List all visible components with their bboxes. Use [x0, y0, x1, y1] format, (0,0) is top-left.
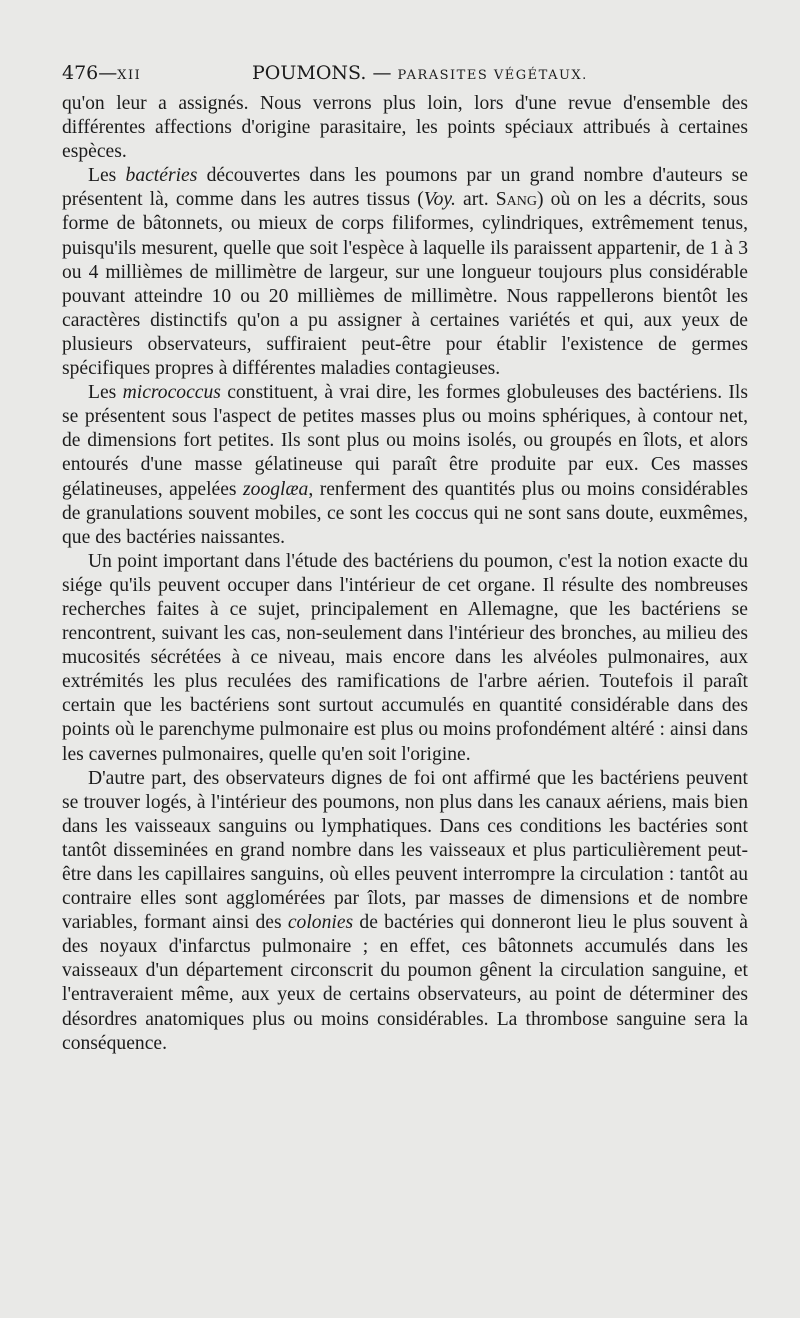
paragraph	[62, 550, 748, 767]
running-subtitle: PARASITES VÉGÉTAUX.	[397, 68, 588, 83]
running-head	[62, 58, 748, 88]
text-run: constituent, à vrai dire, les formes globuleuses des bactériens. Ils se présentent sous l'aspect de petites masses plus ou moins sphériques, à contour net, de dimensions fort petites. Ils sont plus ou moins isolés, ou groupés en îlots, et alors entourés d'une masse gélatineuse qui paraît être produite par eux. Ces masses gélatineuses, appelées	[62, 382, 748, 500]
italic-term: colonies	[287, 912, 354, 934]
paragraph	[62, 381, 748, 550]
running-title: POUMONS. — PARASITES VÉGÉTAUX.	[252, 62, 588, 84]
italic-term: micrococcus	[122, 382, 221, 404]
paragraph	[62, 164, 748, 381]
title-separator: —	[366, 62, 398, 84]
text-run: découvertes dans les poumons par un grand nombre d'auteurs se présentent là, comme dans les autres tissus (	[62, 165, 748, 211]
small-caps-term: Sang	[495, 189, 537, 211]
italic-term: Voy.	[423, 189, 456, 211]
text-run: Un point important dans l'étude des bactériens du poumon, c'est la notion exacte du siége qu'ils peuvent occuper dans l'intérieur de cet organe. Il résulte des nombreuses recherches faites à ce sujet, principalement en Allemagne, que les bactériens se rencontrent, suivant les cas, non-seulement dans l'intérieur des bronches, au milieu des mucosités sécrétées à ce niveau, mais encore dans les alvéoles pulmonaires, aux extrémités les plus reculées des ramifications de l'arbre aérien. Toutefois il paraît certain que les bactériens sont surtout accumulés en quantité considérable dans des points où le parenchyme pulmonaire est plus ou moins profondément altéré : ainsi dans les cavernes pulmonaires, quelle qu'en soit l'origine.	[62, 550, 748, 765]
italic-term: zooglæa	[243, 478, 309, 500]
text-run: , renferment des quantités plus ou moins considérables de granulations souvent mobiles, ce sont les coccus qui ne sont sans doute, euxmêmes, que des bactéries naissantes.	[62, 478, 748, 548]
text-run: D'autre part, des observateurs dignes de foi ont affirmé que les bactériens peuvent se trouver logés, à l'intérieur des poumons, non plus dans les canaux aériens, mais bien dans les vaisseaux sanguins ou lymphatiques. Dans ces conditions les bactéries sont tantôt disseminées en grand nombre dans les vaisseaux et plus particulièrement peut-être dans les capillaires sanguins, où elles peuvent interrompre la circulation : tantôt au contraire elles sont agglomérées par îlots, par masses de dimensions et de nombre variables, formant ainsi des	[62, 767, 748, 934]
text-run: ) où on les a décrits, sous forme de bâtonnets, ou mieux de corps filiformes, cylindriques, extrêmement tenus, puisqu'ils mesurent, quelle que soit l'espèce à laquelle ils paraissent appartenir, de 1 à 3 ou 4 millièmes de millimètre de largeur, sur une longueur toujours plus considérable pouvant atteindre 10 ou 20 millièmes de millimètre. Nous rappellerons bientôt les caractères distinctifs qu'on a pu assigner à certaines variétés et qui, aux yeux de plusieurs observateurs, suffiraient peut-être pour établir l'existence de germes spécifiques propres à différentes maladies contagieuses.	[62, 189, 748, 380]
text-run: qu'on leur a assignés. Nous verrons plus loin, lors d'une revue d'ensemble des différentes affections d'origine parasitaire, les points spéciaux attribués à certaines espèces.	[62, 93, 748, 163]
chapter-number: XII	[117, 68, 142, 83]
paragraph	[62, 92, 748, 164]
body-text	[62, 92, 748, 1056]
page-number: 476—XII	[62, 62, 142, 84]
text-run: art.	[455, 189, 496, 211]
text-run: Les	[88, 382, 123, 404]
text-run: Les	[88, 165, 126, 187]
italic-term: bactéries	[125, 165, 198, 187]
paragraph	[62, 767, 748, 1056]
text-run: de bactéries qui donneront lieu le plus souvent à des noyaux d'infarctus pulmonaire ; en effet, ces bâtonnets accumulés dans les vaisseaux d'un département circonscrit du poumon gênent la circulation sanguine, et l'entraveraient même, aux yeux de certains observateurs, au point de déterminer des désordres anatomiques plus ou moins considérables. La thrombose sanguine sera la conséquence.	[62, 912, 748, 1054]
